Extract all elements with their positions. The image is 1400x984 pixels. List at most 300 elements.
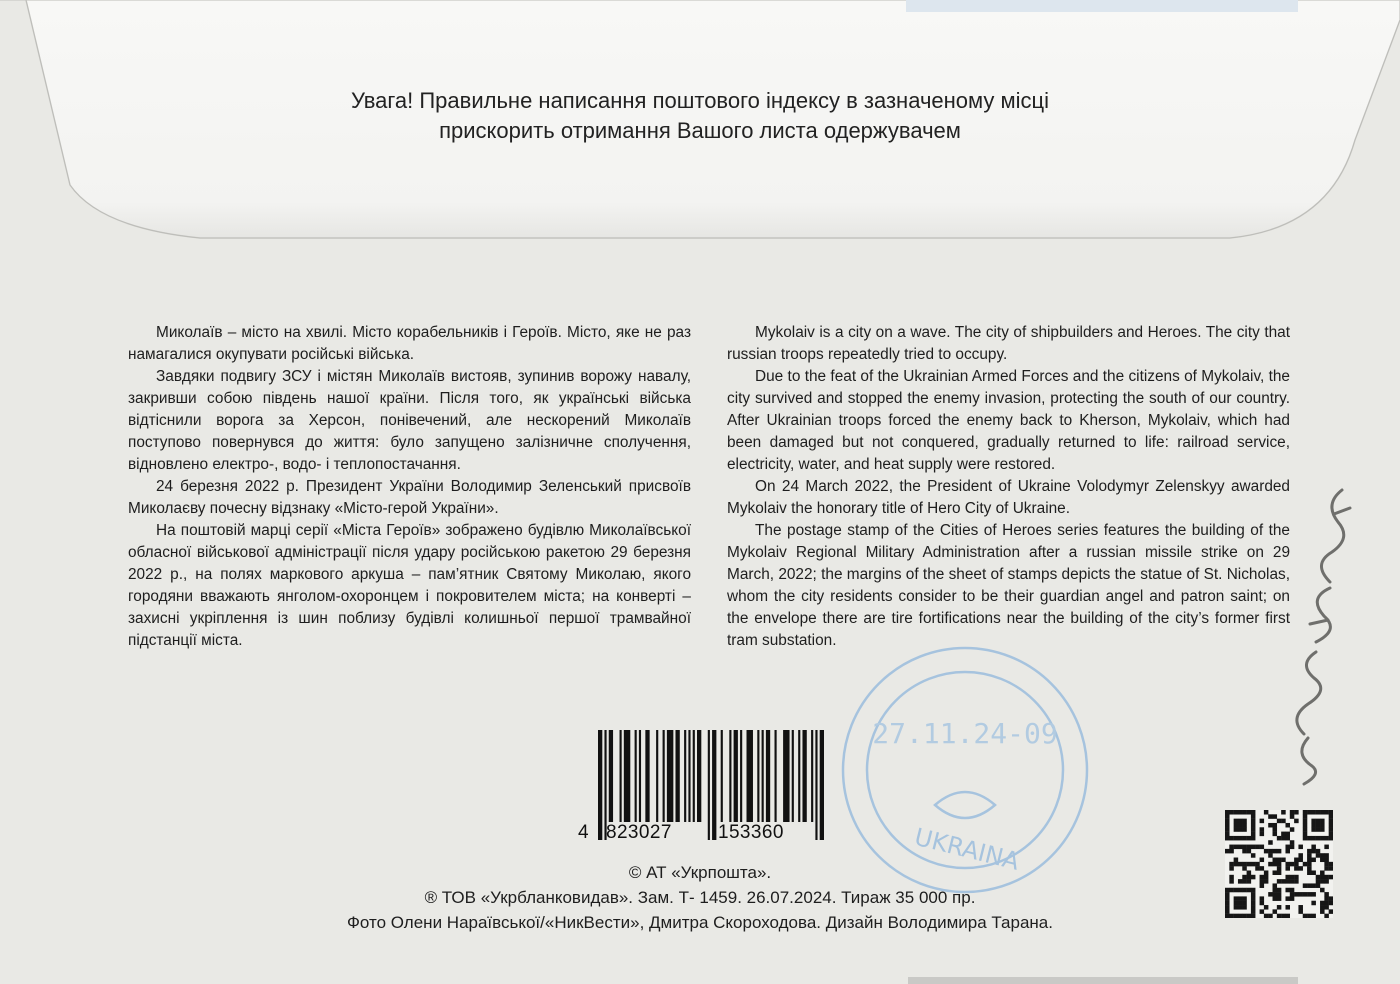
qr-module — [1316, 836, 1321, 841]
qr-module — [1285, 862, 1290, 867]
qr-module — [1311, 827, 1316, 832]
qr-module — [1324, 905, 1329, 910]
qr-module — [1316, 819, 1321, 824]
qr-module — [1242, 849, 1247, 854]
qr-module — [1329, 896, 1333, 901]
qr-module — [1234, 896, 1239, 901]
qr-module — [1242, 901, 1247, 906]
qr-module — [1247, 862, 1252, 867]
qr-module — [1260, 827, 1265, 832]
qr-module — [1234, 905, 1239, 910]
qr-module — [1251, 892, 1256, 897]
qr-module — [1298, 892, 1303, 897]
qr-module — [1307, 862, 1312, 867]
qr-module — [1260, 879, 1265, 884]
qr-module — [1247, 849, 1252, 854]
qr-module — [1273, 827, 1278, 832]
credits-line-3: Фото Олени Нараївської/«НикВести», Дмитра Скороходова. Дизайн Володимира Тарана. — [347, 913, 1053, 932]
qr-module — [1268, 853, 1273, 858]
qr-module — [1234, 888, 1239, 893]
postal-code-notice — [150, 86, 1250, 146]
postmark-date: 27.11.24-09 — [872, 717, 1058, 750]
barcode-bar — [792, 730, 794, 822]
barcode-right-group: 153360 — [718, 822, 784, 843]
barcode-bar — [762, 730, 764, 822]
qr-module — [1320, 823, 1325, 828]
qr-module — [1260, 883, 1265, 888]
qr-module — [1277, 879, 1282, 884]
barcode-bar — [802, 730, 806, 822]
qr-module — [1285, 888, 1290, 893]
qr-module — [1268, 823, 1273, 828]
qr-module — [1229, 888, 1234, 893]
barcode-bar — [747, 730, 753, 822]
barcode-digits — [578, 822, 828, 844]
qr-module — [1247, 888, 1252, 893]
qr-module — [1303, 832, 1308, 837]
barcode-bar — [639, 730, 641, 822]
qr-module — [1329, 832, 1333, 837]
qr-module — [1311, 823, 1316, 828]
qr-module — [1234, 845, 1239, 850]
qr-module — [1290, 879, 1295, 884]
qr-module — [1273, 883, 1278, 888]
qr-module — [1238, 914, 1243, 918]
qr-module — [1242, 896, 1247, 901]
qr-module — [1264, 879, 1269, 884]
barcode-first-digit: 4 — [578, 822, 589, 843]
qr-module — [1229, 866, 1234, 871]
qr-module — [1242, 905, 1247, 910]
qr-module — [1255, 862, 1260, 867]
qr-module — [1238, 836, 1243, 841]
qr-module — [1311, 870, 1316, 875]
qr-module — [1251, 901, 1256, 906]
en-paragraph-4: The postage stamp of the Cities of Heroes series features the building of the Mykolaiv Regional Military Administration after a russian missile strike on 29 March, 2022; the margins of the sheet of stamps depicts the statue of St. Nicholas, whom the city residents consider to be their guardian angel and patron saint; on the envelope there are tire fortifications near the building of the city’s former first tram substation. — [727, 522, 1290, 649]
qr-module — [1251, 832, 1256, 837]
barcode-bar — [697, 730, 701, 822]
qr-module — [1281, 879, 1286, 884]
qr-module — [1303, 810, 1308, 815]
qr-module — [1255, 866, 1260, 871]
qr-module — [1324, 875, 1329, 880]
qr-module — [1225, 849, 1230, 854]
qr-module — [1273, 858, 1278, 863]
qr-module — [1303, 819, 1308, 824]
qr-module — [1311, 914, 1316, 918]
qr-module — [1329, 909, 1333, 914]
credits-line-2: ® ТОВ «Укрбланковидав». Зам. Т- 1459. 26.07.2024. Тираж 35 000 пр. — [424, 888, 976, 907]
publisher-credits — [220, 860, 1180, 935]
qr-module — [1290, 896, 1295, 901]
qr-module — [1242, 879, 1247, 884]
qr-module — [1277, 836, 1282, 841]
qr-module — [1285, 879, 1290, 884]
qr-module — [1247, 845, 1252, 850]
qr-module — [1316, 810, 1321, 815]
qr-module — [1311, 858, 1316, 863]
qr-module — [1268, 914, 1273, 918]
qr-module — [1247, 870, 1252, 875]
qr-module — [1281, 914, 1286, 918]
qr-module — [1294, 875, 1299, 880]
qr-module — [1290, 875, 1295, 880]
qr-module — [1238, 819, 1243, 824]
qr-module — [1298, 905, 1303, 910]
qr-module — [1229, 879, 1234, 884]
qr-module — [1298, 866, 1303, 871]
qr-module — [1242, 914, 1247, 918]
barcode-bar — [798, 730, 800, 822]
qr-module — [1247, 836, 1252, 841]
qr-module — [1225, 827, 1230, 832]
qr-module — [1324, 892, 1329, 897]
qr-module — [1311, 849, 1316, 854]
qr-module — [1307, 853, 1312, 858]
qr-module — [1285, 823, 1290, 828]
qr-module — [1260, 875, 1265, 880]
qr-module — [1285, 896, 1290, 901]
barcode-bar — [740, 730, 742, 822]
qr-module — [1320, 827, 1325, 832]
qr-module — [1294, 866, 1299, 871]
qr-module — [1316, 883, 1321, 888]
qr-module — [1329, 836, 1333, 841]
qr-module — [1285, 849, 1290, 854]
qr-module — [1324, 836, 1329, 841]
barcode-bar — [620, 730, 622, 822]
qr-module — [1303, 827, 1308, 832]
qr-module — [1264, 875, 1269, 880]
qr-module — [1277, 914, 1282, 918]
qr-module — [1307, 914, 1312, 918]
qr-module — [1329, 901, 1333, 906]
qr-module — [1320, 879, 1325, 884]
qr-module — [1285, 845, 1290, 850]
qr-module — [1294, 810, 1299, 815]
qr-module — [1290, 862, 1295, 867]
qr-module — [1264, 905, 1269, 910]
qr-module — [1277, 892, 1282, 897]
qr-module — [1242, 875, 1247, 880]
barcode-bar — [635, 730, 637, 822]
qr-module — [1329, 814, 1333, 819]
barcode-bar — [757, 730, 759, 822]
qr-module — [1277, 905, 1282, 910]
qr-module — [1229, 862, 1234, 867]
qr-module — [1307, 810, 1312, 815]
qr-module — [1285, 914, 1290, 918]
qr-module — [1294, 862, 1299, 867]
qr-module — [1242, 810, 1247, 815]
qr-module — [1238, 810, 1243, 815]
barcode-bar — [721, 730, 723, 822]
english-description — [727, 322, 1290, 652]
qr-module — [1260, 858, 1265, 863]
top-edge-strip — [906, 0, 1298, 12]
qr-module — [1225, 819, 1230, 824]
qr-module — [1247, 879, 1252, 884]
qr-module — [1311, 836, 1316, 841]
qr-module — [1303, 914, 1308, 918]
qr-module — [1320, 853, 1325, 858]
qr-module — [1324, 810, 1329, 815]
qr-module — [1225, 914, 1230, 918]
qr-module — [1242, 819, 1247, 824]
qr-module — [1324, 845, 1329, 850]
qr-module — [1320, 901, 1325, 906]
qr-module — [1242, 866, 1247, 871]
qr-module — [1324, 866, 1329, 871]
qr-module — [1329, 823, 1333, 828]
barcode-bar — [734, 730, 738, 822]
qr-module — [1251, 896, 1256, 901]
qr-module — [1290, 845, 1295, 850]
qr-module — [1281, 819, 1286, 824]
qr-module — [1229, 849, 1234, 854]
qr-module — [1229, 914, 1234, 918]
qr-module — [1251, 827, 1256, 832]
handwritten-signature-icon — [1270, 470, 1385, 790]
qr-module — [1268, 849, 1273, 854]
uk-paragraph-3: 24 березня 2022 р. Президент України Володимир Зеленський присвоїв Миколаєву почесну відзнаку «Місто-герой України». — [128, 478, 691, 517]
qr-module — [1311, 845, 1316, 850]
qr-module — [1242, 823, 1247, 828]
qr-module — [1234, 901, 1239, 906]
qr-module — [1320, 858, 1325, 863]
notice-line-1: Увага! Правильне написання поштового індексу в зазначеному місці — [350, 88, 1050, 113]
qr-module — [1316, 879, 1321, 884]
qr-module — [1303, 862, 1308, 867]
qr-module — [1298, 858, 1303, 863]
qr-module — [1294, 819, 1299, 824]
qr-module — [1307, 883, 1312, 888]
qr-module — [1329, 875, 1333, 880]
qr-module — [1324, 901, 1329, 906]
qr-module — [1247, 810, 1252, 815]
barcode-bar — [729, 730, 731, 822]
qr-module — [1307, 892, 1312, 897]
qr-module — [1225, 909, 1230, 914]
qr-module — [1329, 866, 1333, 871]
qr-module — [1277, 858, 1282, 863]
qr-module — [1242, 827, 1247, 832]
qr-module — [1298, 845, 1303, 850]
qr-module — [1225, 888, 1230, 893]
qr-module — [1273, 870, 1278, 875]
qr-module — [1238, 896, 1243, 901]
qr-module — [1273, 832, 1278, 837]
qr-module — [1225, 896, 1230, 901]
barcode-bar — [675, 730, 679, 822]
qr-module — [1298, 853, 1303, 858]
qr-module — [1251, 909, 1256, 914]
barcode-bar — [688, 730, 690, 822]
qr-module — [1294, 879, 1299, 884]
qr-module — [1303, 883, 1308, 888]
barcode-bar — [645, 730, 649, 822]
barcode-bar — [775, 730, 777, 822]
qr-module — [1324, 914, 1329, 918]
qr-module — [1268, 862, 1273, 867]
qr-module — [1316, 849, 1321, 854]
qr-module — [1238, 879, 1243, 884]
qr-module — [1225, 905, 1230, 910]
uk-paragraph-2: Завдяки подвигу ЗСУ і містян Миколаїв вистояв, зупинив ворожу навалу, закривши собою південь нашої країни. Після того, як українські війська відтіснили ворога за Херсон, понівечений, але нескорений Миколаїв поступово повернувся до життя: було запущено залізничне сполучення, відновлено електро-, водо- і теплопостачання. — [128, 368, 691, 473]
qr-module — [1329, 819, 1333, 824]
qr-module — [1251, 888, 1256, 893]
qr-module — [1281, 836, 1286, 841]
barcode-bar — [667, 730, 673, 822]
qr-module — [1307, 866, 1312, 871]
barcode-bar — [656, 730, 658, 822]
qr-module — [1273, 814, 1278, 819]
qr-module — [1307, 849, 1312, 854]
qr-module — [1234, 836, 1239, 841]
qr-module — [1290, 840, 1295, 845]
qr-module — [1264, 870, 1269, 875]
qr-module — [1225, 832, 1230, 837]
qr-module — [1320, 836, 1325, 841]
qr-module — [1251, 862, 1256, 867]
qr-module — [1234, 862, 1239, 867]
qr-module — [1324, 896, 1329, 901]
qr-module — [1225, 901, 1230, 906]
qr-module — [1234, 810, 1239, 815]
qr-module — [1316, 823, 1321, 828]
qr-module — [1225, 814, 1230, 819]
qr-module — [1242, 888, 1247, 893]
qr-module — [1324, 879, 1329, 884]
qr-module — [1268, 840, 1273, 845]
qr-module — [1277, 819, 1282, 824]
qr-module — [1264, 810, 1269, 815]
qr-module — [1290, 892, 1295, 897]
qr-module — [1268, 892, 1273, 897]
qr-module — [1320, 888, 1325, 893]
qr-module — [1281, 832, 1286, 837]
qr-module — [1320, 875, 1325, 880]
qr-module — [1281, 810, 1286, 815]
qr-module — [1281, 858, 1286, 863]
qr-module — [1294, 858, 1299, 863]
qr-module — [1247, 914, 1252, 918]
qr-module — [1264, 914, 1269, 918]
qr-module — [1285, 905, 1290, 910]
qr-module — [1251, 836, 1256, 841]
qr-module — [1260, 866, 1265, 871]
en-paragraph-1: Mykolaiv is a city on a wave. The city of shipbuilders and Heroes. The city that russian troops repeatedly tried to occupy. — [727, 324, 1290, 363]
qr-module — [1247, 875, 1252, 880]
qr-module — [1264, 849, 1269, 854]
qr-module — [1307, 836, 1312, 841]
qr-module — [1329, 827, 1333, 832]
qr-module — [1229, 875, 1234, 880]
qr-module — [1268, 814, 1273, 819]
qr-module — [1311, 810, 1316, 815]
qr-module — [1311, 819, 1316, 824]
qr-module — [1238, 905, 1243, 910]
qr-module — [1320, 810, 1325, 815]
qr-module — [1251, 905, 1256, 910]
qr-module — [1260, 832, 1265, 837]
qr-module — [1260, 901, 1265, 906]
barcode-bar — [766, 730, 770, 822]
qr-module — [1320, 870, 1325, 875]
qr-module — [1238, 823, 1243, 828]
qr-module — [1251, 823, 1256, 828]
qr-module — [1285, 836, 1290, 841]
qr-module — [1242, 845, 1247, 850]
qr-module — [1311, 892, 1316, 897]
qr-module — [1238, 845, 1243, 850]
qr-module — [1290, 888, 1295, 893]
qr-module — [1225, 810, 1230, 815]
qr-module — [1311, 901, 1316, 906]
barcode-bar — [693, 730, 695, 822]
qr-module — [1251, 914, 1256, 918]
qr-module — [1329, 862, 1333, 867]
qr-module — [1285, 875, 1290, 880]
qr-module — [1229, 836, 1234, 841]
qr-module — [1324, 858, 1329, 863]
qr-module — [1260, 845, 1265, 850]
qr-module — [1225, 892, 1230, 897]
bottom-edge-strip — [908, 977, 1298, 984]
qr-module — [1273, 909, 1278, 914]
qr-module — [1238, 901, 1243, 906]
en-paragraph-2: Due to the feat of the Ukrainian Armed Forces and the citizens of Mykolaiv, the city survived and stopped the enemy invasion, protecting the south of our country. After Ukrainian troops forced the enemy back to Kherson, Mykolaiv, which had been damaged but not conquered, gradually returned to life: railroad service, electricity, water, and heat supply were restored. — [727, 368, 1290, 473]
qr-module — [1273, 896, 1278, 901]
qr-module — [1324, 853, 1329, 858]
qr-module — [1320, 819, 1325, 824]
qr-module — [1273, 823, 1278, 828]
qr-module — [1303, 892, 1308, 897]
qr-module — [1242, 836, 1247, 841]
qr-module — [1316, 853, 1321, 858]
barcode-bar — [609, 730, 613, 822]
qr-module — [1294, 892, 1299, 897]
qr-module — [1234, 819, 1239, 824]
qr-module — [1251, 875, 1256, 880]
qr-module — [1303, 814, 1308, 819]
qr-module — [1307, 858, 1312, 863]
qr-module — [1277, 862, 1282, 867]
qr-module — [1277, 888, 1282, 893]
qr-module — [1303, 836, 1308, 841]
qr-module — [1238, 888, 1243, 893]
qr-module — [1238, 862, 1243, 867]
notice-line-2: прискорить отримання Вашого листа одержувачем — [439, 118, 961, 143]
qr-module — [1285, 832, 1290, 837]
qr-module — [1234, 827, 1239, 832]
qr-module — [1324, 862, 1329, 867]
qr-module — [1273, 849, 1278, 854]
qr-module — [1290, 827, 1295, 832]
qr-module — [1229, 845, 1234, 850]
en-paragraph-3: On 24 March 2022, the President of Ukraine Volodymyr Zelenskyy awarded Mykolaiv the honorary title of Hero City of Ukraine. — [727, 478, 1290, 517]
qr-module — [1255, 845, 1260, 850]
qr-module — [1311, 883, 1316, 888]
qr-module — [1285, 866, 1290, 871]
qr-module — [1234, 823, 1239, 828]
postmark-country: UKRAINA — [911, 822, 1023, 876]
qr-module — [1298, 909, 1303, 914]
barcode-bar — [811, 730, 813, 822]
qr-module — [1316, 875, 1321, 880]
qr-module — [1225, 836, 1230, 841]
qr-module — [1303, 823, 1308, 828]
